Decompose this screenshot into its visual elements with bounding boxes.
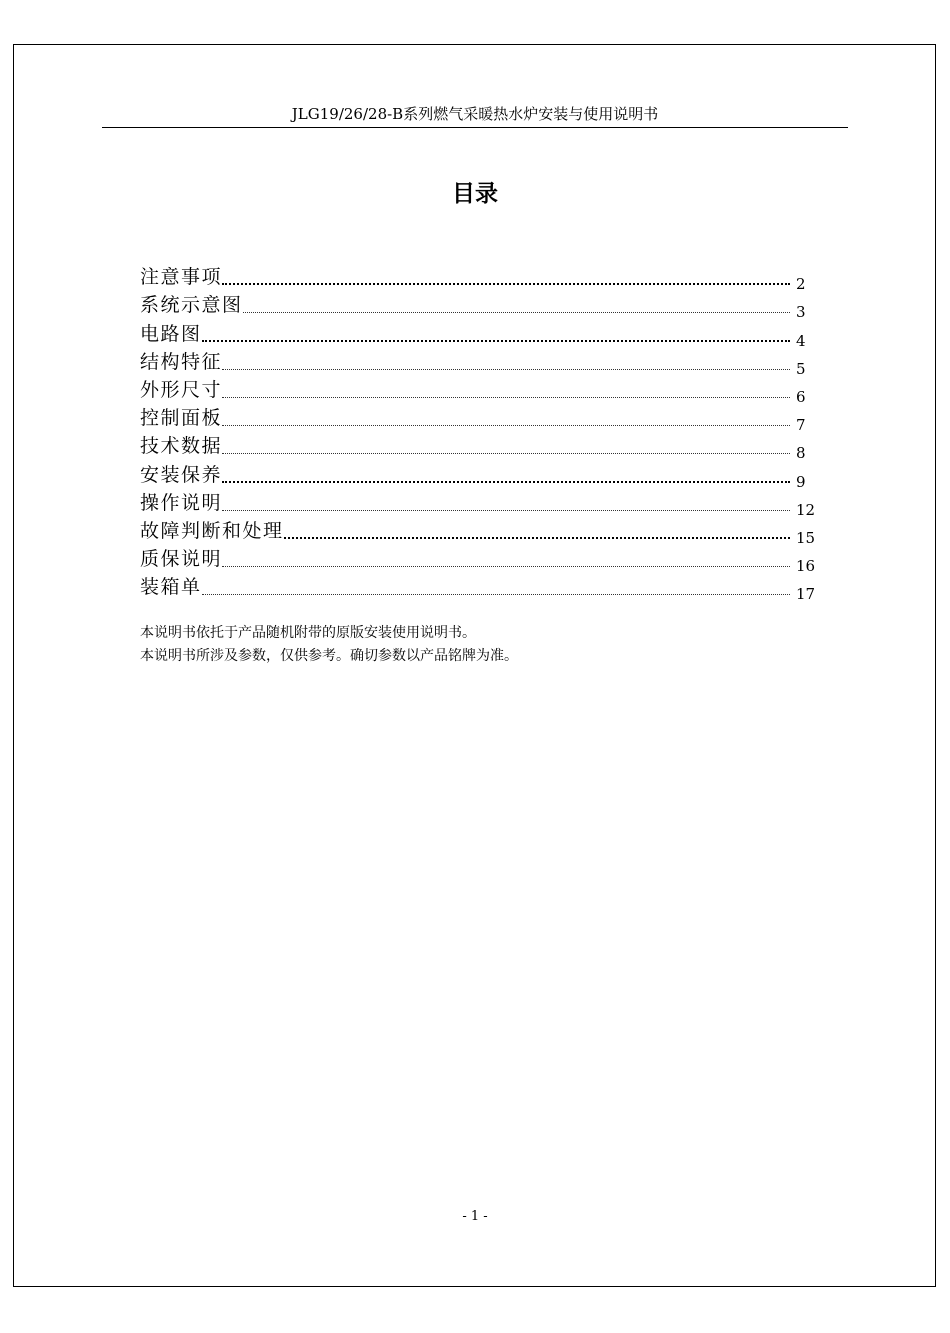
toc-leader-dots [222,566,790,567]
toc-leader-dots [202,594,790,595]
toc-entry-troubleshooting[interactable] [140,516,820,547]
toc-entry-label: 质保说明 [140,548,223,571]
toc-entry-dimensions[interactable] [140,375,820,406]
toc-entry-page: 7 [796,416,806,435]
toc-leader-dots [284,537,790,539]
page-number: - 1 - [462,1209,488,1224]
toc-entry-page: 2 [796,275,806,294]
toc-entry-control-panel[interactable] [140,403,820,435]
toc-entry-page: 5 [796,359,806,378]
note-line: 本说明书依托于产品随机附带的原版安装使用说明书。 [140,625,476,641]
toc-entry-circuit-diagram[interactable] [140,318,820,350]
toc-entry-label: 故障判断和处理 [140,519,284,542]
toc-entry-label: 系统示意图 [140,294,243,317]
toc-leader-dots [202,340,790,342]
toc-leader-dots [222,481,790,483]
toc-entry-label: 装箱单 [140,576,202,599]
toc-leader-dots [222,369,790,370]
toc-entry-page: 17 [796,585,816,604]
table-of-contents [140,262,820,604]
toc-entry-structure[interactable] [140,347,820,378]
toc-entry-packing-list[interactable] [140,572,820,604]
toc-title: 目录 [452,181,498,207]
toc-leader-dots [222,425,790,426]
toc-entry-system-diagram[interactable] [140,290,820,322]
toc-leader-dots [243,312,790,313]
toc-leader-dots [222,453,790,454]
toc-leader-dots [222,283,790,285]
toc-entry-page: 12 [796,500,816,519]
running-header: JLG19/26/28-B系列燃气采暖热水炉安装与使用说明书 [291,105,659,123]
toc-entry-page: 9 [796,472,806,491]
toc-entry-label: 安装保养 [140,463,223,486]
toc-entry-page: 6 [796,387,806,406]
toc-leader-dots [222,510,790,511]
toc-entry-label: 技术数据 [140,435,223,458]
toc-entry-warranty[interactable] [140,544,820,576]
toc-entry-label: 外形尺寸 [140,378,223,401]
toc-entry-page: 15 [796,528,816,547]
toc-entry-operation[interactable] [140,488,820,519]
note-line: 本说明书所涉及参数，仅供参考。确切参数以产品铭牌为准。 [140,648,518,664]
toc-entry-page: 4 [796,331,806,350]
toc-entry-label: 电路图 [140,322,202,345]
toc-entry-label: 控制面板 [140,407,223,430]
toc-entry-label: 操作说明 [140,491,223,514]
toc-entry-page: 8 [796,444,806,463]
toc-entry-label: 结构特征 [140,350,223,373]
header-rule [102,127,848,128]
toc-entry-page: 3 [796,303,806,322]
toc-entry-label: 注意事项 [140,266,223,289]
toc-entry-precautions[interactable] [140,262,820,294]
toc-leader-dots [222,397,790,398]
toc-entry-installation[interactable] [140,459,820,491]
toc-entry-page: 16 [796,557,816,576]
toc-entry-technical-data[interactable] [140,431,820,463]
